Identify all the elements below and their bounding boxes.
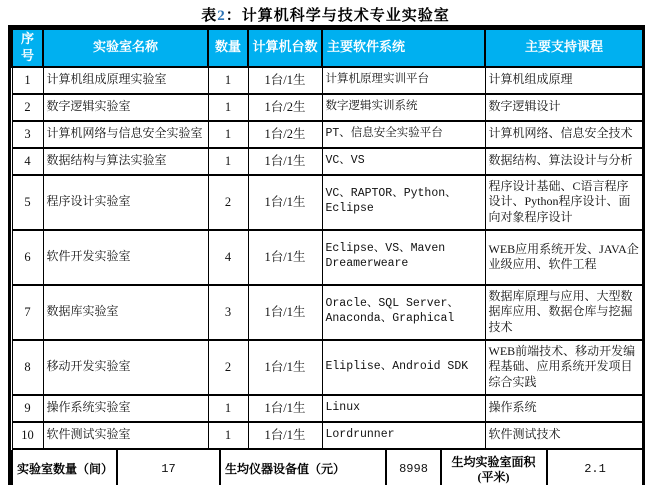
cell-row-number: 3	[12, 121, 43, 148]
cell-row-number: 1	[12, 67, 43, 94]
cell-courses: 数据结构、算法设计与分析	[485, 148, 643, 175]
cell-software: Eliplise、Android SDK	[322, 340, 485, 395]
cell-quantity: 1	[208, 94, 248, 121]
cell-quantity: 2	[208, 175, 248, 230]
cell-row-number: 10	[12, 422, 43, 449]
lab-table	[11, 28, 644, 450]
cell-lab-name: 数字逻辑实验室	[43, 94, 208, 121]
cell-courses: 操作系统	[485, 395, 643, 422]
table-row	[12, 175, 643, 230]
cell-computers: 1台/1生	[248, 230, 322, 285]
cell-quantity: 1	[208, 422, 248, 449]
cell-computers: 1台/1生	[248, 148, 322, 175]
header-software: 主要软件系统	[322, 29, 485, 67]
cell-quantity: 1	[208, 148, 248, 175]
header-name: 实验室名称	[43, 29, 208, 67]
header-qty: 数量	[208, 29, 248, 67]
cell-software: VC、RAPTOR、Python、Eclipse	[322, 175, 485, 230]
cell-software: VC、VS	[322, 148, 485, 175]
title-rest: ：计算机科学与技术专业实验室	[225, 8, 450, 24]
table-row	[12, 121, 643, 148]
summary-row	[12, 450, 643, 485]
area-label-line1: 生均实验室面积	[451, 454, 536, 469]
cell-row-number: 7	[12, 285, 43, 340]
cell-software: 计算机原理实训平台	[322, 67, 485, 94]
cell-lab-name: 计算机组成原理实验室	[43, 67, 208, 94]
title-number: 2	[217, 8, 226, 24]
equipment-value-label: 生均仪器设备值（元）	[220, 450, 386, 485]
cell-lab-name: 软件测试实验室	[43, 422, 208, 449]
page-title	[0, 0, 651, 25]
table-row	[12, 340, 643, 395]
cell-quantity: 1	[208, 67, 248, 94]
cell-quantity: 2	[208, 340, 248, 395]
cell-courses: WEB前端技术、移动开发编程基础、应用系统开发项目综合实践	[485, 340, 643, 395]
header-courses: 主要支持课程	[485, 29, 643, 67]
cell-quantity: 4	[208, 230, 248, 285]
table-row	[12, 285, 643, 340]
cell-lab-name: 软件开发实验室	[43, 230, 208, 285]
cell-row-number: 6	[12, 230, 43, 285]
cell-software: Eclipse、VS、Maven Dreamerweare	[322, 230, 485, 285]
cell-computers: 1台/1生	[248, 285, 322, 340]
table-row	[12, 94, 643, 121]
table-row	[12, 148, 643, 175]
table-row	[12, 422, 643, 449]
cell-lab-name: 操作系统实验室	[43, 395, 208, 422]
header-row	[12, 29, 643, 67]
area-label-line2: (平米)	[477, 469, 510, 484]
header-no: 序号	[12, 29, 43, 67]
cell-courses: 计算机网络、信息安全技术	[485, 121, 643, 148]
cell-lab-name: 数据库实验室	[43, 285, 208, 340]
table-row	[12, 230, 643, 285]
cell-lab-name: 计算机网络与信息安全实验室	[43, 121, 208, 148]
table-row	[12, 395, 643, 422]
cell-courses: WEB应用系统开发、JAVA企业级应用、软件工程	[485, 230, 643, 285]
cell-courses: 数据库原理与应用、大型数据库应用、数据仓库与挖掘技术	[485, 285, 643, 340]
cell-software: Oracle、SQL Server、Anaconda、Graphical	[322, 285, 485, 340]
header-computers: 计算机台数	[248, 29, 322, 67]
cell-computers: 1台/1生	[248, 395, 322, 422]
cell-row-number: 2	[12, 94, 43, 121]
cell-computers: 1台/1生	[248, 340, 322, 395]
cell-quantity: 1	[208, 121, 248, 148]
cell-software: 数字逻辑实训系统	[322, 94, 485, 121]
cell-software: Linux	[322, 395, 485, 422]
area-label	[441, 450, 547, 485]
cell-computers: 1台/2生	[248, 121, 322, 148]
table-row	[12, 67, 643, 94]
cell-computers: 1台/2生	[248, 94, 322, 121]
title-prefix: 表	[201, 8, 218, 24]
cell-computers: 1台/1生	[248, 422, 322, 449]
lab-table-wrapper	[8, 25, 645, 485]
cell-computers: 1台/1生	[248, 67, 322, 94]
cell-courses: 软件测试技术	[485, 422, 643, 449]
cell-row-number: 4	[12, 148, 43, 175]
cell-computers: 1台/1生	[248, 175, 322, 230]
cell-lab-name: 程序设计实验室	[43, 175, 208, 230]
cell-quantity: 1	[208, 395, 248, 422]
cell-row-number: 8	[12, 340, 43, 395]
cell-lab-name: 数据结构与算法实验室	[43, 148, 208, 175]
cell-software: PT、信息安全实验平台	[322, 121, 485, 148]
cell-row-number: 5	[12, 175, 43, 230]
area-value: 2.1	[547, 450, 643, 485]
lab-count-value: 17	[117, 450, 220, 485]
cell-lab-name: 移动开发实验室	[43, 340, 208, 395]
cell-row-number: 9	[12, 395, 43, 422]
cell-courses: 计算机组成原理	[485, 67, 643, 94]
cell-software: Lordrunner	[322, 422, 485, 449]
equipment-value: 8998	[386, 450, 441, 485]
summary-table	[11, 450, 644, 485]
cell-courses: 数字逻辑设计	[485, 94, 643, 121]
lab-count-label: 实验室数量（间）	[12, 450, 117, 485]
cell-quantity: 3	[208, 285, 248, 340]
cell-courses: 程序设计基础、C语言程序设计、Python程序设计、面向对象程序设计	[485, 175, 643, 230]
